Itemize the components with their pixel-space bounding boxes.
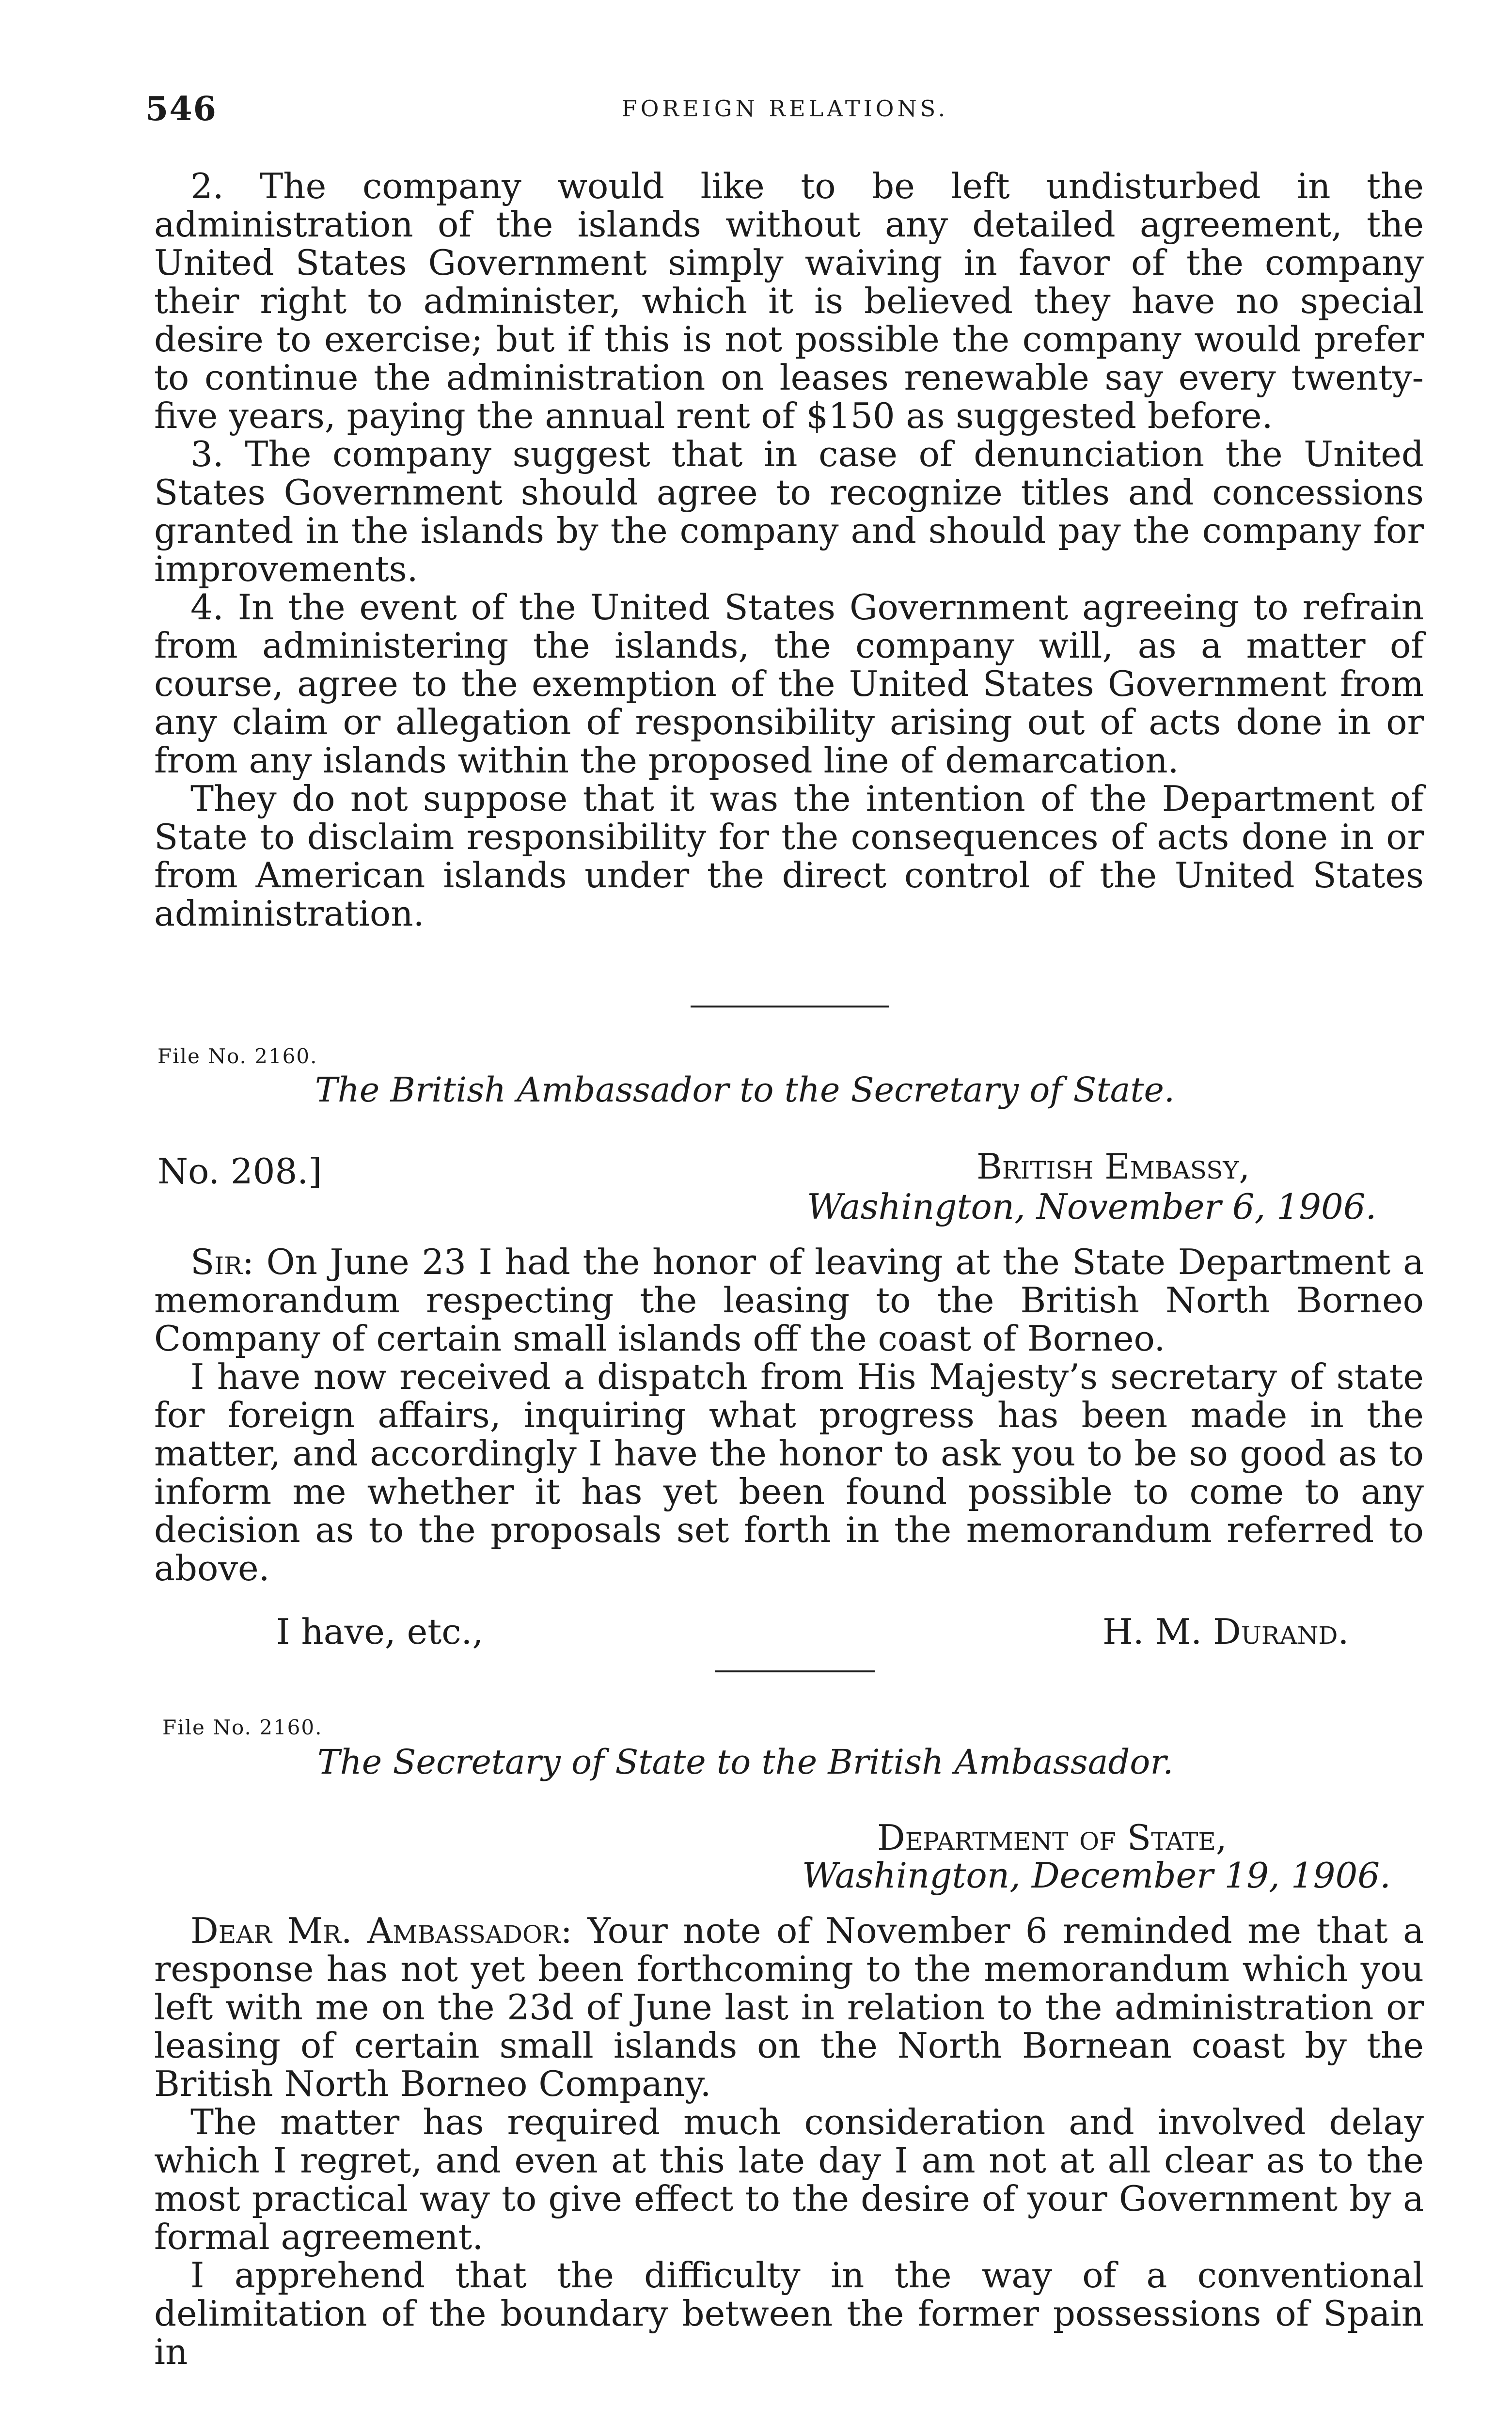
page-number: 546 [145,90,217,128]
paragraph: I have now received a dispatch from His Majesty’s secretary of state for foreign affairs, inquiring what progress has been made in the matter, and accordingly I have the honor to ask you to be so good as to inform me whether it has yet been found possible to come to any decision as to the proposals set forth in the memorandum referred to above. [154,1356,1424,1589]
letter-sender: Department of State, [877,1817,1227,1858]
letter-closing: I have, etc., [276,1611,484,1652]
section-divider [715,1670,875,1672]
paragraph-text: Your note of November 6 reminded me that a response has not yet been forthcoming to the memorandum which you left with me on the 23d of June last in relation to the administration or leasing of certain small islands on the North Bornean coast by the British North Borneo Company. [154,1910,1424,2104]
paragraph: 2. The company would like to be left undisturbed in the administration of the islands without any detailed agreement, the United States Government simply waiving in favor of the company their right to administer, which it is believed they have no special desire to exercise; but if this is not possible the company would prefer to continue the administration on leases renewable say every twenty-five years, paying the annual rent of $150 as suggested before. [154,166,1424,436]
file-number: File No. 2160. [158,1044,318,1068]
paragraph [154,1243,1424,1358]
letter-place-date: Washington, December 19, 1906. [802,1855,1391,1896]
document-title: The British Ambassador to the Secretary of State. [315,1070,1175,1110]
section-divider [691,1006,889,1007]
dispatch-number: No. 208.] [158,1151,322,1192]
paragraph: 3. The company suggest that in case of denunciation the United States Government should agree to recognize titles and concessions granted in the islands by the company and should pay the company for improvements. [154,434,1424,589]
letter-place-date: Washington, November 6, 1906. [807,1186,1377,1227]
memorandum-continuation [154,167,1424,933]
paragraph [154,1912,1424,2103]
paragraph: I apprehend that the difficulty in the way of a conventional delimitation of the boundary between the former possessions of Spain in [154,2255,1424,2372]
letter-body [154,1912,1424,2371]
paragraph: 4. In the event of the United States Government agreeing to refrain from administering the islands, the company will, as a matter of course, agree to the exemption of the United States Government from any claim or allegation of responsibility arising out of acts done in or from any islands within the proposed line of demarcation. [154,587,1424,781]
signature: H. M. Durand. [1102,1611,1349,1652]
page-header [145,90,1425,133]
salutation: Dear Mr. Ambassador: [190,1910,572,1951]
paragraph-text: On June 23 I had the honor of leaving at the State Department a memorandum respecting the leasing to the British North Borneo Company of certain small islands off the coast of Borneo. [154,1242,1424,1359]
file-number: File No. 2160. [162,1715,323,1739]
letter-body [154,1243,1424,1588]
document-title: The Secretary of State to the British Ambassador. [317,1742,1174,1782]
paragraph: The matter has required much consideration and involved delay which I regret, and even at this late day I am not at all clear as to the most practical way to give effect to the desire of your Government by a formal agreement. [154,2102,1424,2257]
paragraph: They do not suppose that it was the intention of the Department of State to disclaim responsibility for the consequences of acts done in or from American islands under the direct control of the United States administration. [154,778,1424,934]
running-head: FOREIGN RELATIONS. [621,95,949,122]
salutation: Sir: [190,1242,254,1282]
letter-sender: British Embassy, [976,1146,1250,1187]
